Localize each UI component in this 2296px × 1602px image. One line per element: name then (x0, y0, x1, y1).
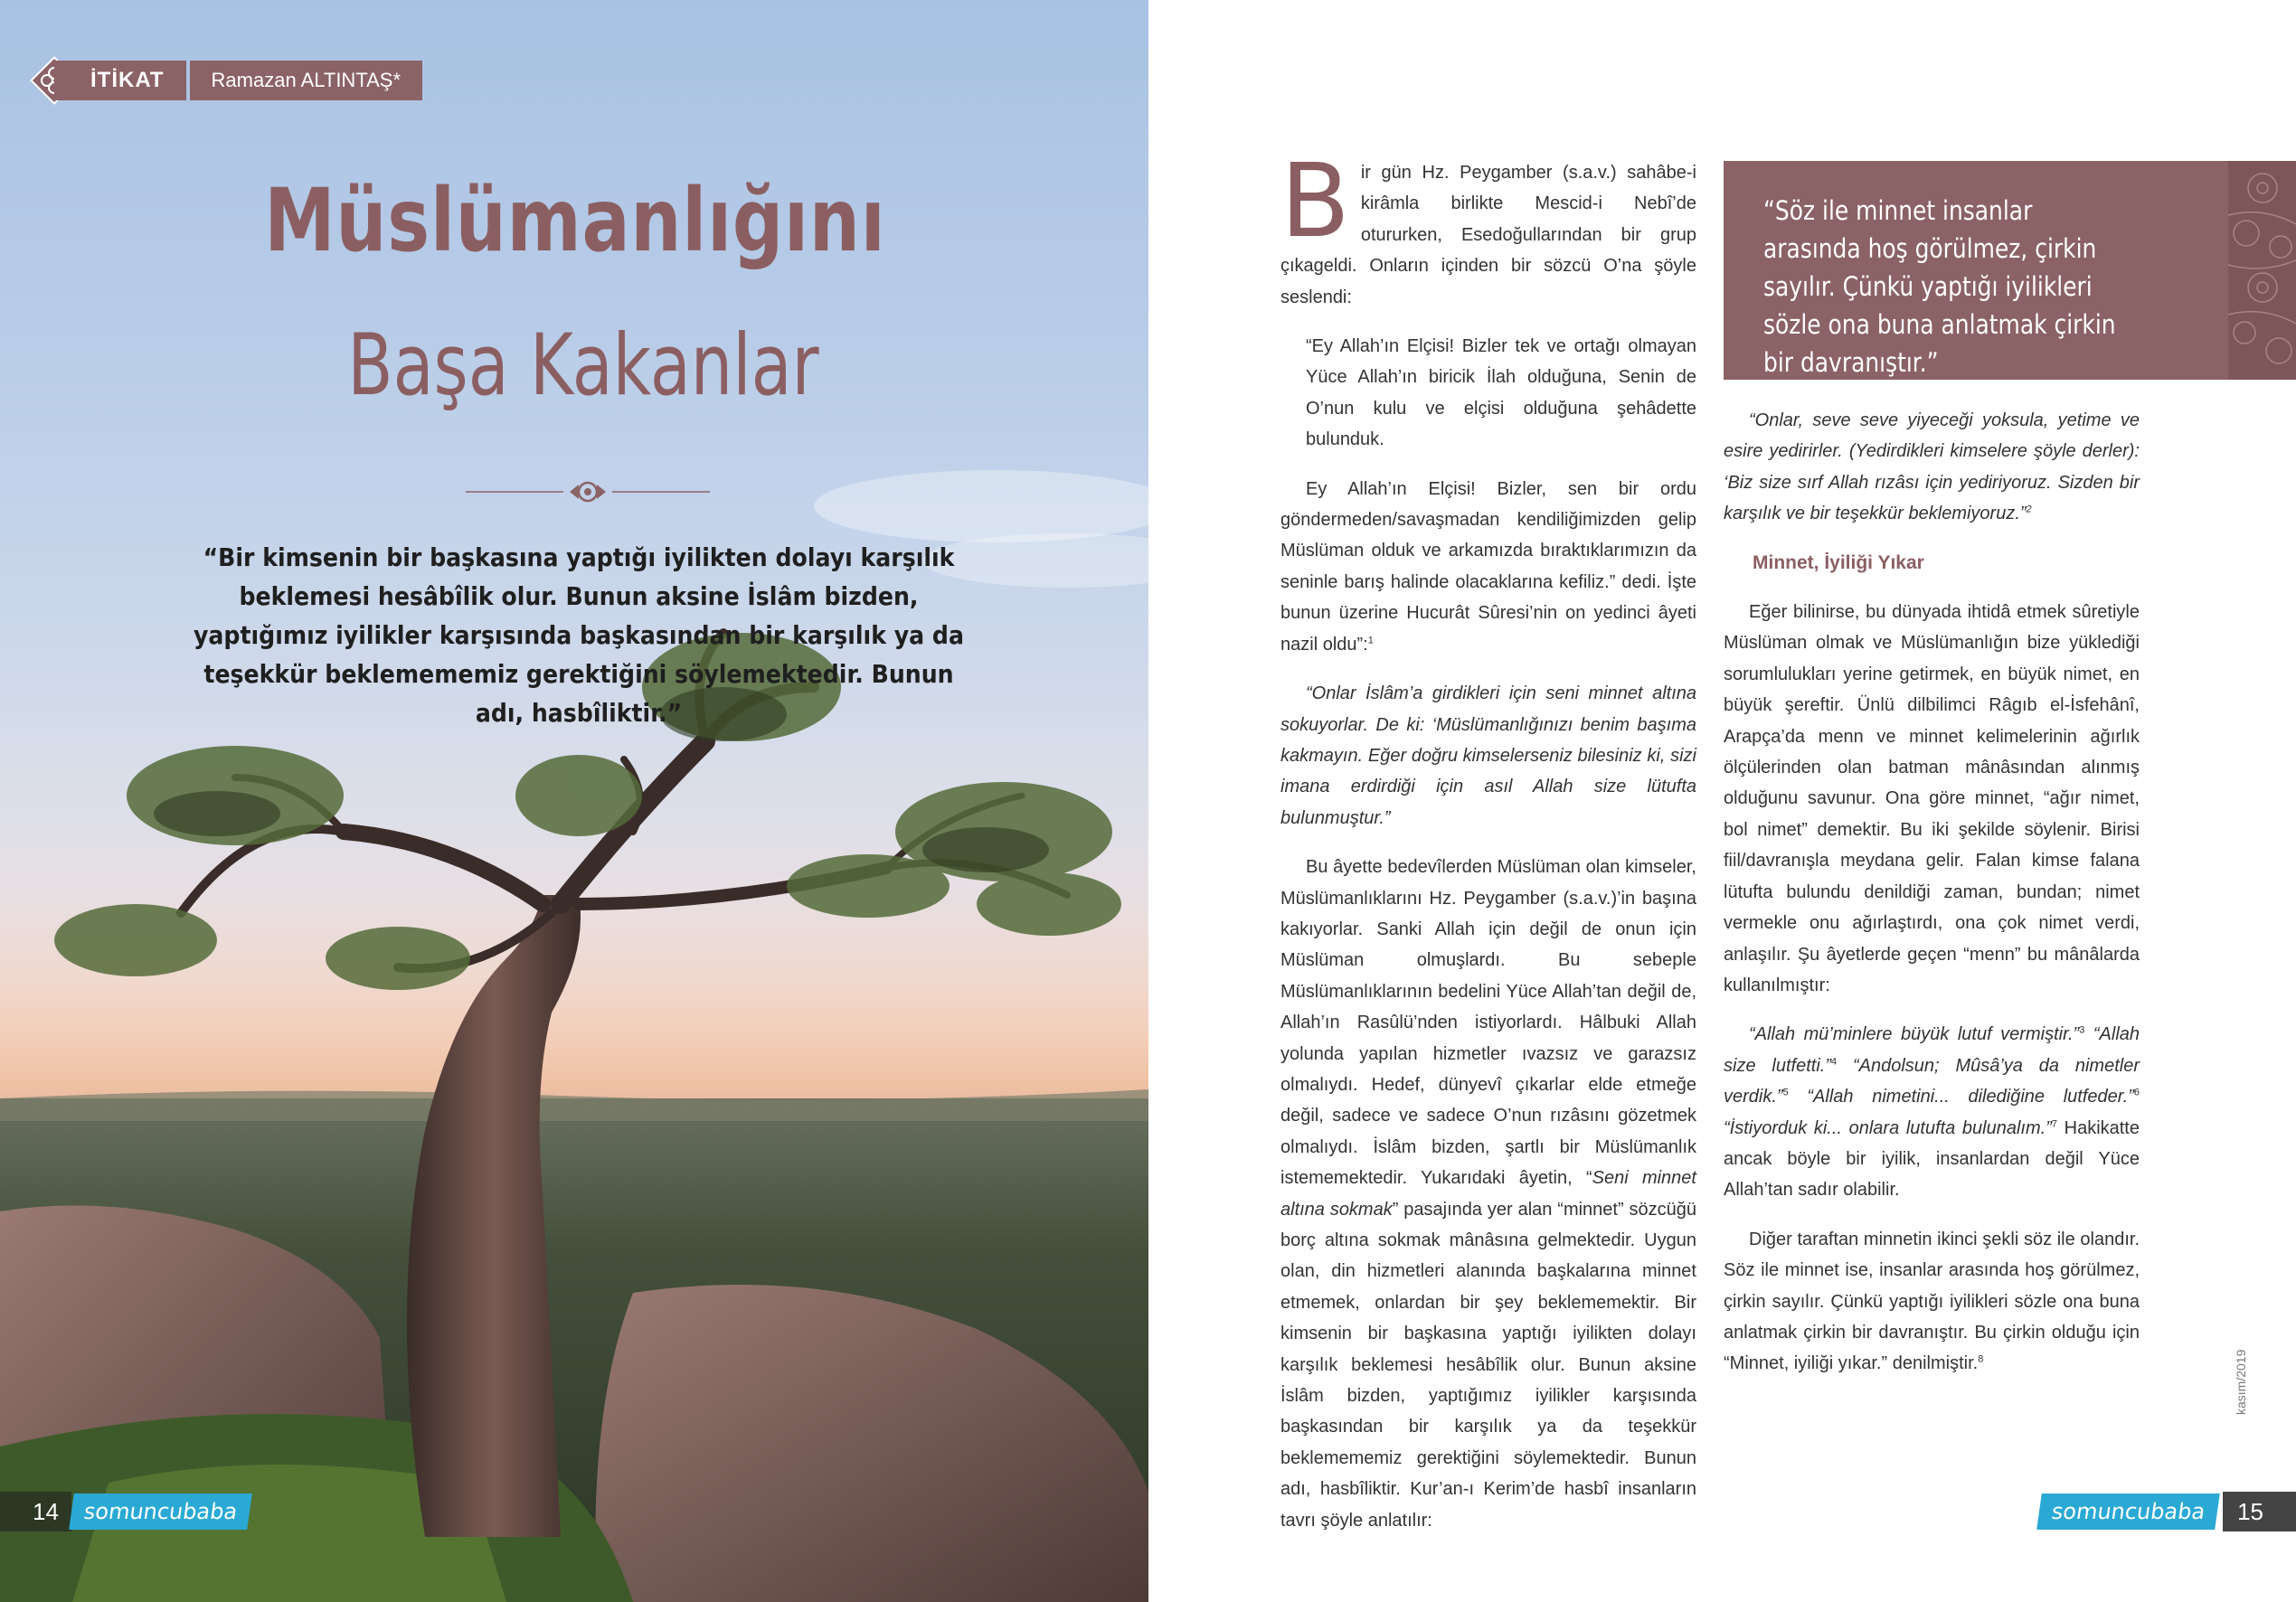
footnote-ref: 7 (2051, 1117, 2057, 1129)
right-page (1148, 0, 2296, 1602)
verse-list (1724, 1019, 2140, 1205)
intro-quote: “Bir kimsenin bir başkasına yaptığı iyilikten dolayı karşılık beklemesi hesâbîlik olur. Bunun aksine İslâm bizden, yaptığımız iyilikler karşısında başkasından bir karşılık ya da teşekkür beklemememiz gerektiğini söylemektedir. Bunun adı, hasbîliktir.” (194, 542, 964, 728)
pull-quote-box (1724, 161, 2296, 380)
paragraph-text: Bu âyette bedevîlerden Müslüman olan kimseler, Müslümanlıklarını Hz. Peygamber (s.a.v.)’in başına kakıyorlar. Sanki Allah için değil de onun için Müslüman olmuşlardı. Bu sebeple Müslümanlıklarının bedelini Yüce Allah’tan değil de, Allah’ın Rasûlü’nden istiyorlardı. Hâlbuki Allah yolunda yapılan hizmetler ıvazsız ve garazsız olmalıydı. Hedef, dünyevî çıkarlar elde etmeğe değil, sadece ve sadece O’nun rızâsını gözetmek olmalıydı. İslâm bizden, şartlı bir Müslümanlık istememektedir. Yukarıdaki âyetin, “ (1280, 857, 1696, 1189)
paragraph (1724, 1224, 2140, 1380)
ornament-divider-icon (466, 476, 710, 508)
footnote-ref: 2 (2026, 504, 2032, 515)
text-column-1 (1280, 143, 1697, 1554)
paragraph-text: Diğer taraftan minnetin ikinci şekli söz ile olandır. Söz ile minnet ise, insanlar arasında hoş görülmez, çirkin sayılır. Çünkü yaptığı iyilikleri sözle ona buna anlatmak çirkin bir davranıştır. Bu çirkin olduğu için “Minnet, iyiliği yıkar.” denilmiştir. (1724, 1229, 2140, 1374)
verse: “Andolsun; Mûsâ’ya da nimetler verdik.” (1724, 1055, 2140, 1107)
issue-date: kasım/2019 (2234, 1349, 2248, 1415)
brand-logo-right: somuncubaba (2036, 1494, 2220, 1530)
page-number-right: 15 (2223, 1492, 2296, 1531)
verse-paragraph (1724, 405, 2140, 530)
footnote-ref: 1 (1367, 635, 1374, 646)
footnote-ref: 4 (1831, 1056, 1838, 1068)
footnote-ref: 8 (1978, 1353, 1984, 1365)
italic-phrase: Seni minnet altına sokmak (1280, 1168, 1696, 1220)
paragraph (1280, 143, 1696, 313)
drop-cap: B (1280, 143, 1350, 260)
paragraph-text: ” pasajında yer alan “minnet” sözcüğü borç altına sokmak mânâsına gelmektedir. Uygun olan, din hizmetleri alanında başkalarına minnet etmemek, onlardan bir şey beklememektir. Bir kimsenin bir başkasına yaptığı iyilikten dolayı karşılık beklemesi hesâbîlik olur. Bunun aksine İslâm bizden, yaptığımız iyilikler karşısında başkasından bir karşılık ya da teşekkür beklemememiz gerektiğini söylemektedir. Bunun adı, hasbîliktir. Kur’an-ı Kerim’de hasbî insanların tavrı şöyle anlatılır: (1280, 1199, 1697, 1531)
page-number-left: 14 (0, 1492, 71, 1531)
paragraph (1280, 474, 1696, 660)
verse: “İstiyorduk ki... onlara lutufta bulunalım.” (1724, 1117, 2052, 1138)
verse: “Allah mü’minlere büyük lutuf vermiştir.” (1749, 1024, 2080, 1045)
pull-quote: “Söz ile minnet insanlar arasında hoş görülmez, çirkin sayılır. Çünkü yaptığı iyilikleri sözle ona buna anlatmak çirkin bir davranıştır.” (1763, 195, 2116, 378)
paragraph (1280, 852, 1696, 1536)
verse-paragraph: “Onlar İslâm’a girdikleri için seni minnet altına sokuyorlar. De ki: ‘Müslümanlığınızı benim başıma kakmayın. Eğer doğru kimselerseniz bilesiniz ki, sizi imana erdirdiği için asıl Allah size lütufta bulunmuştur.” (1280, 683, 1696, 828)
footer-right (2039, 1492, 2296, 1531)
verse: “Allah nimetini... dilediğine lutfeder.” (1788, 1087, 2134, 1107)
article-title-line2: Başa Kakanlar (347, 316, 819, 415)
text-column-2 (1724, 405, 2140, 1398)
footnote-ref: 5 (1782, 1087, 1789, 1098)
quote-paragraph: “Ey Allah’ın Elçisi! Bizler tek ve ortağı olmayan Yüce Allah’ın biricik İlah olduğuna, Senin de O’nun kulu ve elçisi olduğuna şehâdette bulunduk. (1306, 336, 1696, 450)
verse: “Allah size lutfetti.” (1724, 1024, 2140, 1076)
floral-pattern-icon (2228, 161, 2296, 380)
footnote-ref: 6 (2133, 1087, 2140, 1098)
paragraph-text: Ey Allah’ın Elçisi! Bizler, sen bir ordu göndermeden/savaşmadan kendiliğimizden gelip Müslüman olduk ve arkamızda bıraktıklarımızın da seninle barış halinde olacaklarına kefiliz.” dedi. İşte bunun üzerine Hucurât Sûresi’nin on yedinci âyeti nazil oldu”: (1280, 478, 1696, 655)
paragraph-text: ir gün Hz. Peygamber (s.a.v.) sahâbe-i kirâmla birlikte Mescid-i Nebî’de otururken, Esedoğullarından bir grup çıkageldi. Onların içinden bir sözcü O’na şöyle seslendi: (1280, 163, 1696, 307)
article-author: Ramazan ALTINTAŞ* (190, 61, 422, 100)
article-title-line1: Müslümanlığını (264, 170, 886, 271)
paragraph: Eğer bilinirse, bu dünyada ihtidâ etmek sûretiyle Müslüman olmak ve Müslümanlığın bize yüklediği sorumlulukları yerine getirmek, en büyük nimet, en büyük şereftir. Ünlü dilbilimci Râgıb el-İsfehânî, Arapça’da menn ve minnet kelimelerinin ağırlık ölçülerinden olan batman mânâsından alınmış olduğunu savunur. Ona göre minnet, “ağır nimet, bol nimet” demektir. Bu iki şekilde söylenir. Birisi fiil/davranışla meydana gelir. Falan kimse falana lütufta bulundu denildiği zaman, bundan; nimet vermekle onu ağırlaştırdı, ona çok nimet verdi, anlaşılır. Şu âyetlerde geçen “menn” bu mânâlarda kullanılmıştır: (1724, 602, 2140, 995)
footnote-ref: 3 (2079, 1024, 2085, 1036)
footer-left (0, 1492, 250, 1531)
paragraph-text: “Onlar, seve seve yiyeceği yoksula, yetime ve esire yedirirler. (Yedirdikleri kimselere şöyle derler): ‘Biz size sırf Allah rızâsı için yediriyoruz. Sizden bir karşılık ve bir teşekkür beklemiyoruz.” (1724, 410, 2140, 524)
section-subheading: Minnet, İyiliği Yıkar (1753, 551, 1924, 573)
section-category: İTİKAT (54, 61, 186, 100)
section-tag (0, 60, 422, 101)
paragraph-text: Hakikatte ancak böyle bir iyilik, insanlardan değil Yüce Allah’tan sadır olabilir. (1724, 1117, 2140, 1201)
brand-logo-left: somuncubaba (69, 1494, 252, 1530)
